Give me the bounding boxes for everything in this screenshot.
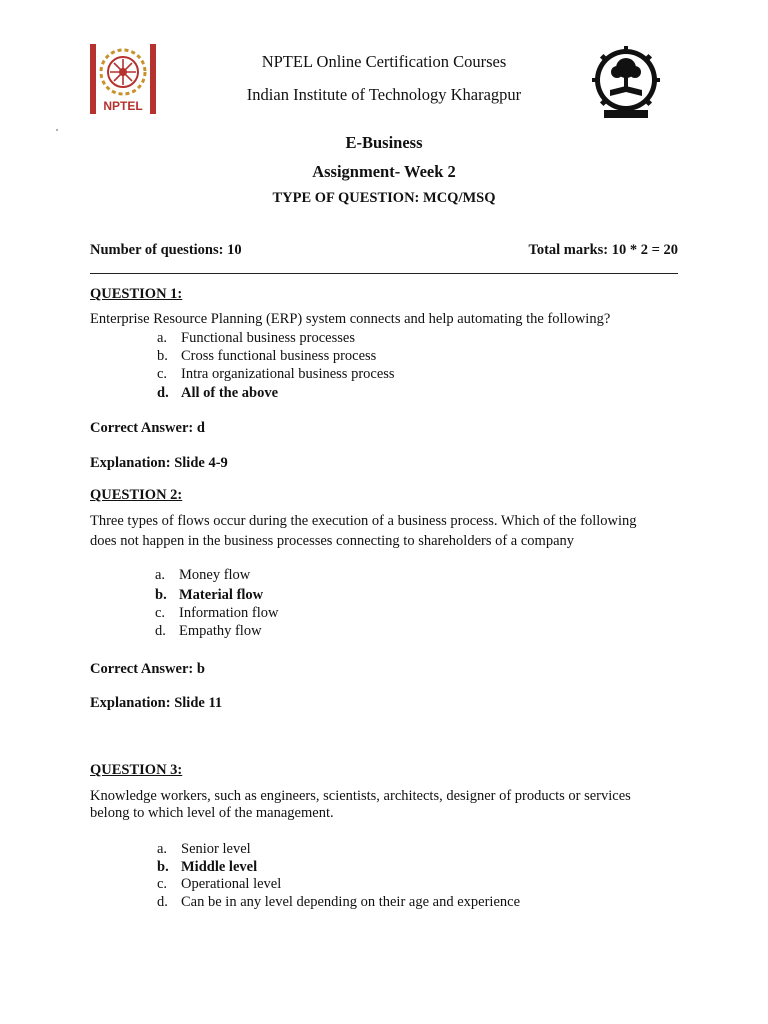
question-3-heading: QUESTION 3: xyxy=(90,762,183,778)
question-1-option-b: b. Cross functional business process xyxy=(157,348,377,364)
question-2-option-a: a. Money flow xyxy=(155,567,251,583)
question-2-explanation: Explanation: Slide 11 xyxy=(90,695,223,711)
header-line-1: NPTEL Online Certification Courses xyxy=(261,52,507,71)
svg-text:NPTEL: NPTEL xyxy=(103,99,143,113)
question-2-correct-answer: Correct Answer: b xyxy=(90,661,205,677)
stray-dot xyxy=(56,129,58,131)
question-3-text-line-2: belong to which level of the management. xyxy=(90,805,334,821)
question-1-correct-answer: Correct Answer: d xyxy=(90,420,205,436)
question-1-text: Enterprise Resource Planning (ERP) system connects and help automating the following? xyxy=(90,311,611,327)
question-3-option-c: c. Operational level xyxy=(157,876,282,892)
separator-rule xyxy=(90,273,678,274)
question-1-explanation: Explanation: Slide 4-9 xyxy=(90,455,228,471)
assignment-title: Assignment- Week 2 xyxy=(312,162,456,181)
question-2-heading: QUESTION 2: xyxy=(90,487,183,503)
number-of-questions: Number of questions: 10 xyxy=(90,242,242,258)
course-title: E-Business xyxy=(345,133,423,152)
total-marks: Total marks: 10 * 2 = 20 xyxy=(528,242,678,258)
question-3-option-a: a. Senior level xyxy=(157,841,251,857)
header-line-2: Indian Institute of Technology Kharagpur xyxy=(246,85,522,104)
question-type: TYPE OF QUESTION: MCQ/MSQ xyxy=(272,190,496,206)
question-2-option-b: b. Material flow xyxy=(155,587,264,603)
question-3-option-b: b. Middle level xyxy=(157,859,258,875)
question-1-option-c: c. Intra organizational business process xyxy=(157,366,395,382)
question-1-option-a: a. Functional business processes xyxy=(157,330,355,346)
question-2-text-line-1: Three types of flows occur during the execution of a business process. Which of the following xyxy=(90,513,637,529)
question-2-option-c: c. Information flow xyxy=(155,605,279,621)
question-3-text-line-1: Knowledge workers, such as engineers, scientists, architects, designer of products or services xyxy=(90,788,631,804)
question-3-option-d: d. Can be in any level depending on their age and experience xyxy=(157,894,521,910)
question-2-option-d: d. Empathy flow xyxy=(155,623,262,639)
question-1-option-d: d. All of the above xyxy=(157,385,279,401)
question-2-text-line-2: does not happen in the business processes connecting to shareholders of a company xyxy=(90,533,575,549)
question-1-heading: QUESTION 1: xyxy=(90,286,183,302)
